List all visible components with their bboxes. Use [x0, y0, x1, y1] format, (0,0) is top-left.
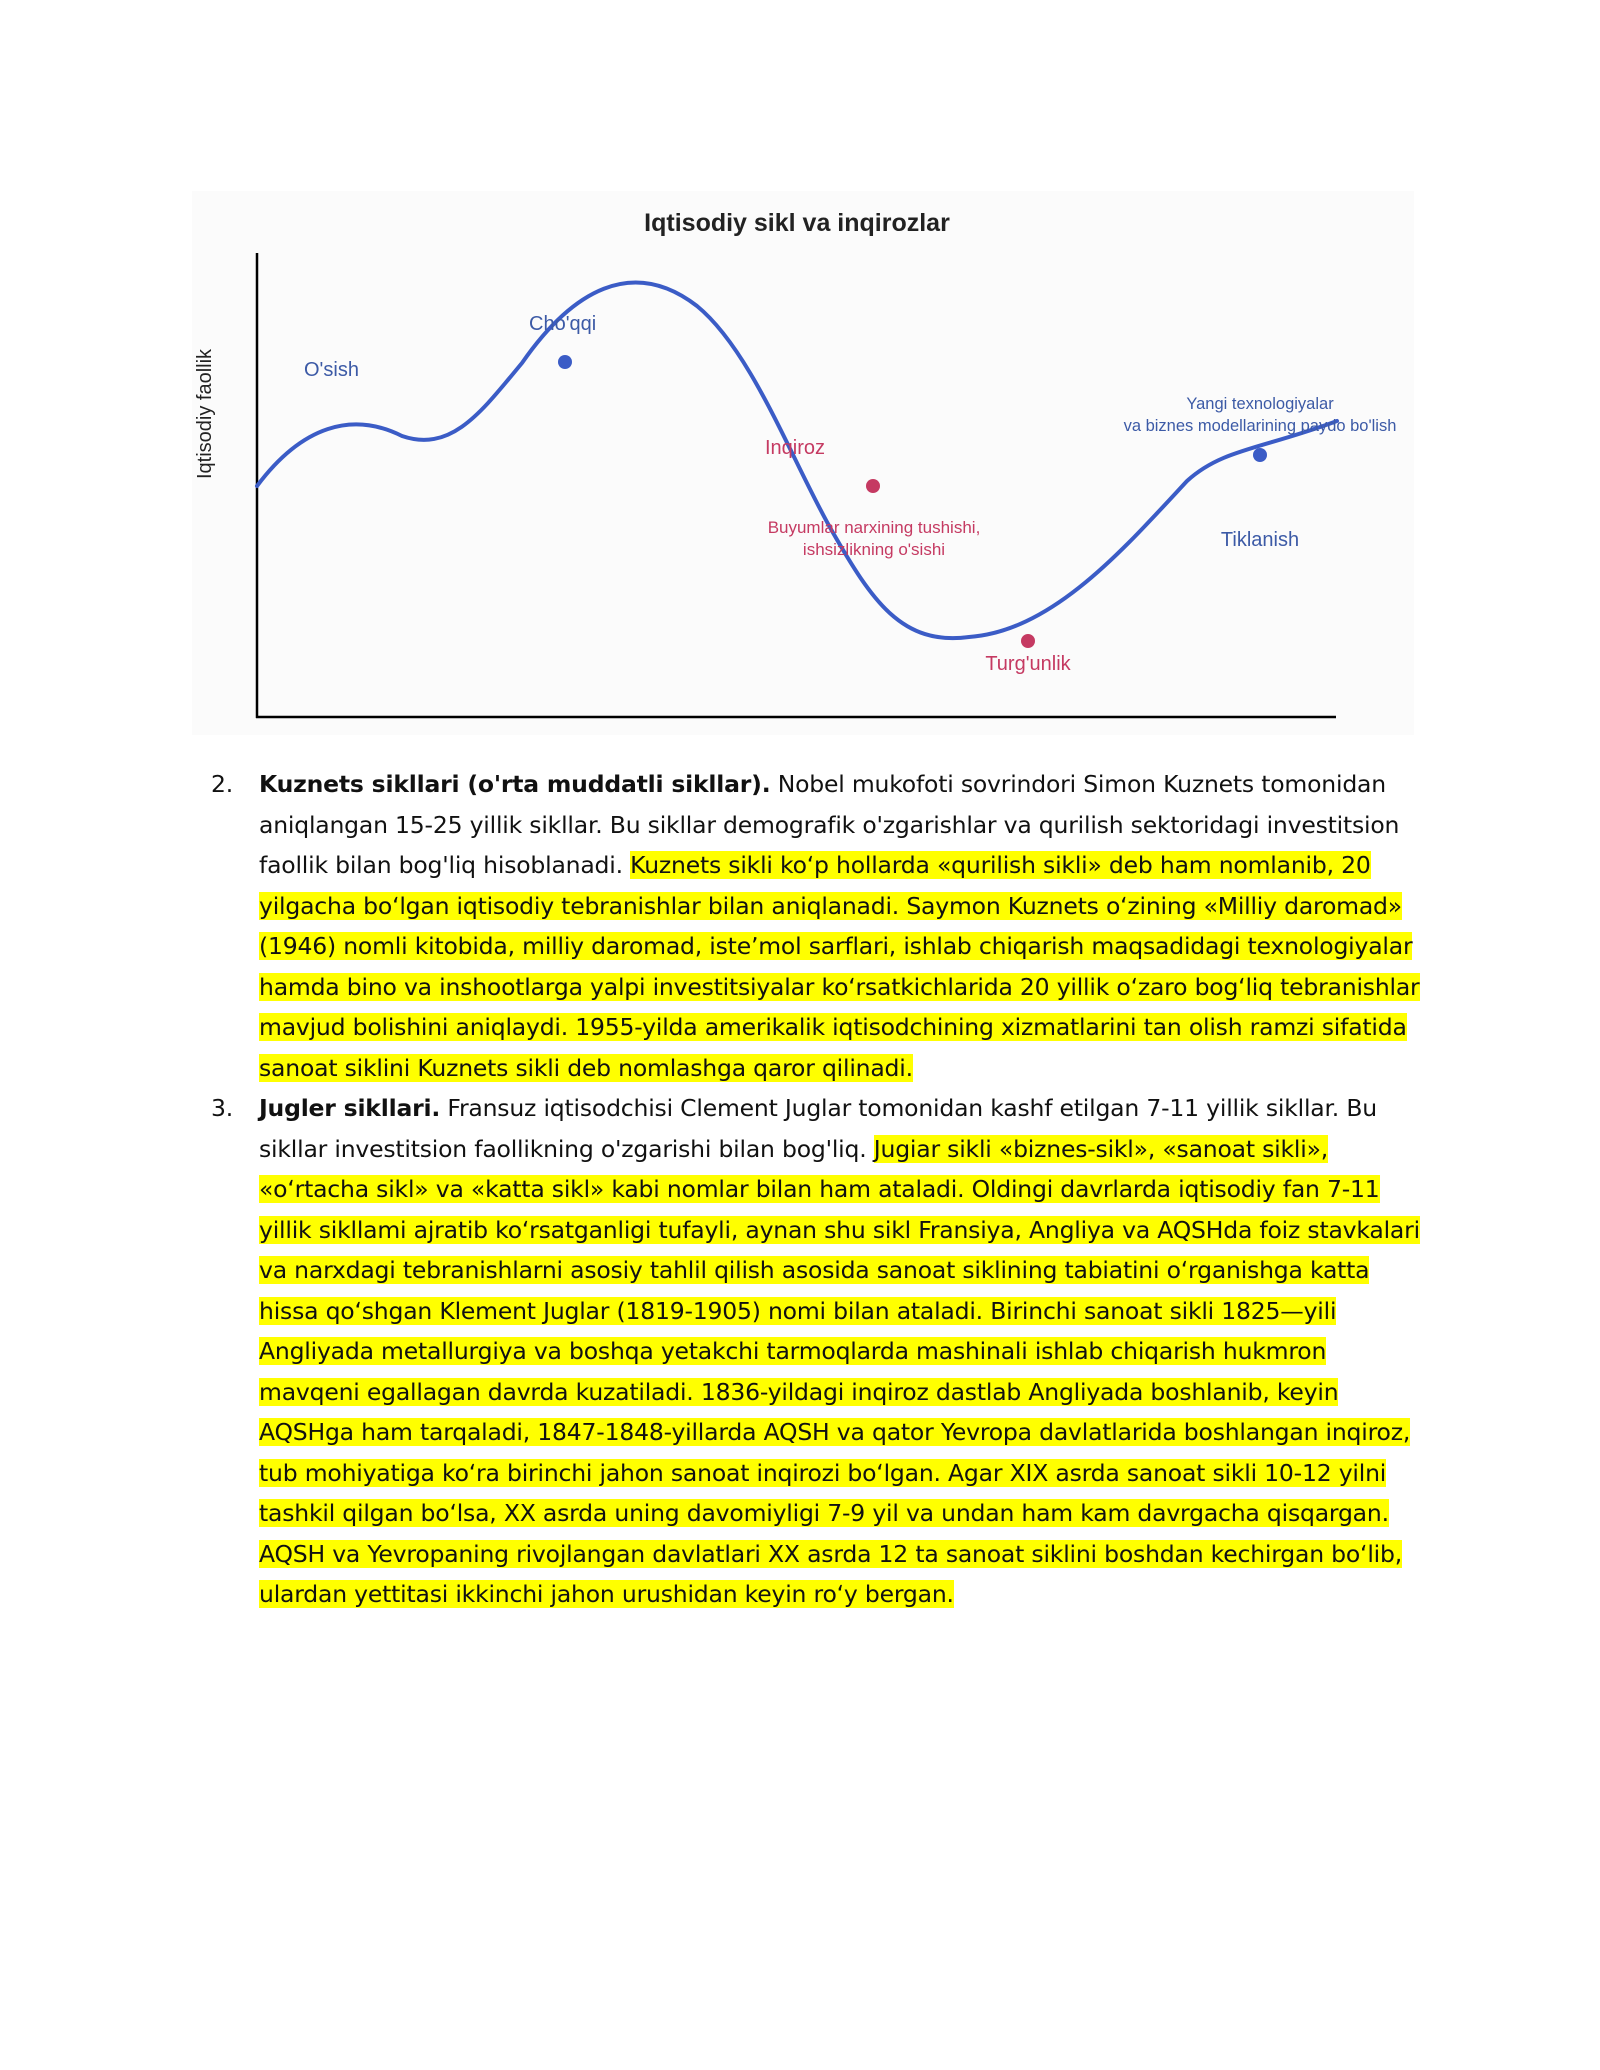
- list-item-title: Jugler sikllari.: [259, 1094, 441, 1122]
- figure-title: Iqtisodiy sikl va inqirozlar: [644, 209, 950, 237]
- crisis-label: Inqiroz: [765, 437, 826, 459]
- new-technology-point: [1253, 448, 1267, 462]
- economic-cycle-diagram: [192, 191, 1414, 735]
- list-item-number: 3.: [211, 1094, 234, 1122]
- new-technology-label-line-2: va biznes modellarining paydo bo'lish: [1123, 417, 1397, 435]
- recovery-label: Tiklanish: [1220, 529, 1300, 551]
- stagnation-label: Turg'unlik: [985, 653, 1071, 675]
- list-item-title: Kuznets sikllari (o'rta muddatli sikllar).: [259, 770, 771, 798]
- y-axis-label: Iqtisodiy faollik: [194, 348, 216, 480]
- list-item-text: Nobel mukofoti sovrindori Simon Kuznets tomonidan aniqlangan 15-25 yillik sikllar. Bu sikllar demografik o'zgarishlar va qurilish sektoridagi investitsion faollik bilan bog'liq hisoblanadi.: [259, 770, 1400, 879]
- highlighted-text: Jugiar sikli «biznes-sikl», «sanoat sikli», «oʻrtacha sikl» va «katta sikl» kabi nomlar bilan ham ataladi. Oldingi davrlarda iqtisodiy fan 7-11 yillik sikllami ajratib koʻrsatganligi tufayli, aynan shu sikl Fransiya, Angliya va AQSHda foiz stavkalari va narxdagi tebranishlarni asosiy tahlil qilish asosida sanoat siklining tabiatini oʻrganishga katta hissa qoʻshgan Klement Juglar (1819-1905) nomi bilan ataladi. Birinchi sanoat sikli 1825—yili Angliyada metallurgiya va boshqa yetakchi tarmoqlarda mashinali ishlab chiqarish hukmron mavqeni egallagan davrda kuzatiladi. 1836-yildagi inqiroz dastlab Angliyada boshlanib, keyin AQSHga ham tarqaladi, 1847-1848-yillarda AQSH va qator Yevropa davlatlarida boshlangan inqiroz, tub mohiyatiga koʻra birinchi jahon sanoat inqirozi boʻlgan. Agar XIX asrda sanoat sikli 10-12 yilni tashkil qilgan boʻlsa, XX asrda uning davomiyligi 7-9 yil va undan ham kam davrgacha qisqargan. AQSH va Yevropaning rivojlangan davlatlari XX asrda 12 ta sanoat siklini boshdan kechirgan boʻlib, ulardan yettitasi ikkinchi jahon urushidan keyin roʻy bergan.: [259, 1134, 1420, 1608]
- list-item-kuznets: [205, 764, 1420, 1088]
- document-body: [205, 764, 1420, 1615]
- crisis-point: [866, 479, 880, 493]
- peak-label: Cho'qqi: [529, 313, 597, 335]
- crisis-note-line-2: ishsizlikning o'sishi: [802, 540, 946, 559]
- growth-label: O'sish: [304, 359, 359, 381]
- cycle-curve: [257, 283, 1337, 639]
- economic-cycle-figure: [192, 191, 1414, 735]
- new-technology-label-line-1: Yangi texnologiyalar: [1186, 395, 1334, 413]
- list-item-text: Fransuz iqtisodchisi Clement Juglar tomonidan kashf etilgan 7-11 yillik sikllar. Bu sikllar investitsion faollikning o'zgarishi bilan bog'liq.: [259, 1094, 1377, 1163]
- list-item-jugler: [205, 1088, 1420, 1615]
- stagnation-point: [1021, 634, 1035, 648]
- list-item-number: 2.: [211, 770, 234, 798]
- peak-point: [558, 355, 572, 369]
- crisis-note-line-1: Buyumlar narxining tushishi,: [767, 518, 981, 537]
- highlighted-text: Kuznets sikli koʻp hollarda «qurilish sikli» deb ham nomlanib, 20 yilgacha boʻlgan iqtisodiy tebranishlar bilan aniqlanadi. Saymon Kuznets oʻzining «Milliy daromad» (1946) nomli kitobida, milliy daromad, isteʼmol sarflari, ishlab chiqarish maqsadidagi texnologiyalar hamda bino va inshootlarga yalpi investitsiyalar koʻrsatkichlarida 20 yillik oʻzaro bogʻliq tebranishlar mavjud bolishini aniqlaydi. 1955-yilda amerikalik iqtisodchining xizmatlarini tan olish ramzi sifatida sanoat siklini Kuznets sikli deb nomlashga qaror qilinadi.: [259, 851, 1420, 1082]
